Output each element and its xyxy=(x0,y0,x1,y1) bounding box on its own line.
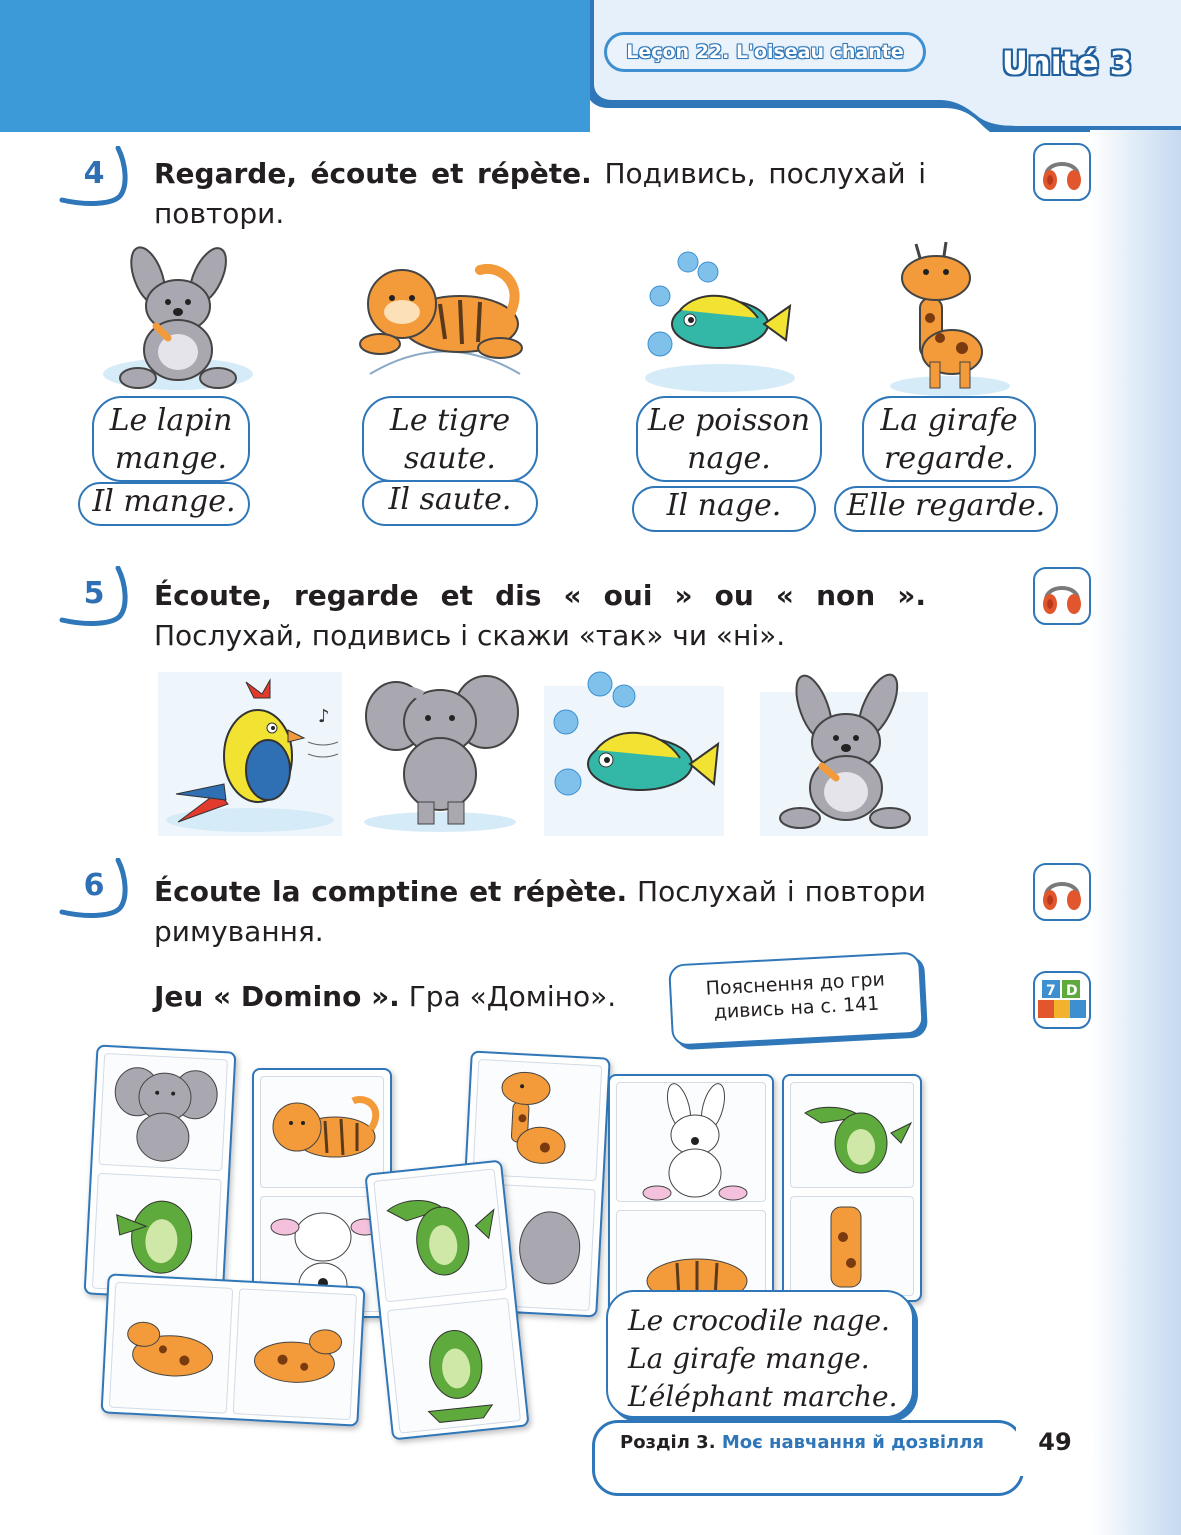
giraffe-image xyxy=(110,1283,234,1415)
footer-section-title: Моє навчання й дозвілля xyxy=(721,1432,984,1453)
fish-image xyxy=(544,666,724,836)
rabbit-image xyxy=(98,246,258,396)
exercise-4-instruction xyxy=(154,154,926,234)
headphones-icon[interactable] xyxy=(1032,142,1092,202)
rhyme-line-1: Le crocodile nage. xyxy=(628,1304,890,1337)
rabbit-image xyxy=(760,672,928,836)
crocodile-image xyxy=(791,1083,917,1189)
bubble-tiger xyxy=(362,396,538,482)
page-number: 49 xyxy=(1016,1412,1094,1476)
rhyme-box xyxy=(606,1290,914,1418)
exercise-4-instruction-bold: Regarde, écoute et répète. xyxy=(154,157,592,190)
bubble-tiger-line2: saute. xyxy=(404,441,496,476)
svg-text:D: D xyxy=(1066,983,1078,999)
giraffe-image xyxy=(880,238,1020,398)
giraffe-image xyxy=(791,1197,917,1297)
game-title-translation: Гра «Доміно». xyxy=(399,980,617,1013)
bubble-rabbit-short: Il mange. xyxy=(78,482,250,526)
bubble-fish-line1: Le poisson xyxy=(647,403,811,438)
exercise-4-instruction-translation: Подивись, послухай і повтори. xyxy=(154,157,926,230)
bubble-giraffe-short: Elle regarde. xyxy=(834,486,1058,532)
parrot-image xyxy=(158,672,342,836)
fish-image xyxy=(640,248,800,398)
domino-card xyxy=(782,1074,922,1302)
bubble-fish-short: Il nage. xyxy=(632,486,816,532)
bubble-giraffe-line2: regarde. xyxy=(883,441,1015,476)
rhyme-line-3: L’éléphant marche. xyxy=(628,1380,898,1413)
giraffe-image xyxy=(234,1289,358,1421)
headphones-icon[interactable] xyxy=(1032,566,1092,626)
crocodile-image xyxy=(374,1169,510,1303)
svg-text:♪: ♪ xyxy=(318,706,330,727)
game-rules-note xyxy=(668,951,924,1046)
svg-text:7: 7 xyxy=(1046,983,1056,999)
exercise-number-5: 5 xyxy=(58,566,130,630)
tiger-image xyxy=(350,244,530,394)
bubble-rabbit xyxy=(92,396,250,482)
exercise-number-6: 6 xyxy=(58,858,130,922)
exercise-5-instruction-translation: Послухай, подивись і скажи «так» чи «ні». xyxy=(154,619,786,652)
domino-card xyxy=(364,1160,529,1441)
domino-card xyxy=(84,1045,237,1302)
footer-section-label: Розділ 3. xyxy=(620,1432,716,1453)
footer-section xyxy=(620,1432,984,1453)
bubble-giraffe-line1: La girafe xyxy=(880,403,1018,438)
exercise-6-instruction-bold: Écoute la comptine et répète. xyxy=(154,875,628,908)
blocks-icon[interactable] xyxy=(1032,970,1092,1030)
elephant-image xyxy=(99,1054,231,1172)
bubble-tiger-line1: Le tigre xyxy=(389,403,511,438)
game-title xyxy=(154,980,616,1013)
exercise-5-instruction-bold: Écoute, regarde et dis « oui » ou « non ». xyxy=(154,579,926,612)
unit-label: Unité 3 xyxy=(1001,44,1133,82)
headphones-icon[interactable] xyxy=(1032,862,1092,922)
game-rules-note-line1: Пояснення до гри xyxy=(705,968,886,1000)
domino-card xyxy=(101,1273,366,1426)
exercise-6-instruction-translation: Послухай і повтори римування. xyxy=(154,875,926,948)
elephant-image xyxy=(356,666,526,836)
exercise-number-4: 4 xyxy=(58,146,130,210)
tiger-image xyxy=(261,1077,387,1189)
bubble-tiger-short: Il saute. xyxy=(362,480,538,526)
exercise-5-instruction xyxy=(154,576,926,656)
bubble-rabbit-line1: Le lapin xyxy=(109,403,233,438)
bubble-giraffe xyxy=(862,396,1036,482)
bubble-fish xyxy=(636,396,822,482)
game-rules-note-line2: дивись на с. 141 xyxy=(713,992,880,1024)
rabbit-image xyxy=(617,1083,769,1203)
bubble-fish-line2: nage. xyxy=(687,441,771,476)
game-title-bold: Jeu « Domino ». xyxy=(154,980,400,1013)
bubble-rabbit-line2: mange. xyxy=(114,441,228,476)
lesson-title: Leçon 22. L'oiseau chante xyxy=(604,32,926,72)
crocodile-image xyxy=(388,1298,524,1434)
side-strip xyxy=(1090,130,1181,1535)
rhyme-line-2: La girafe mange. xyxy=(628,1342,870,1375)
exercise-6-instruction xyxy=(154,872,926,952)
